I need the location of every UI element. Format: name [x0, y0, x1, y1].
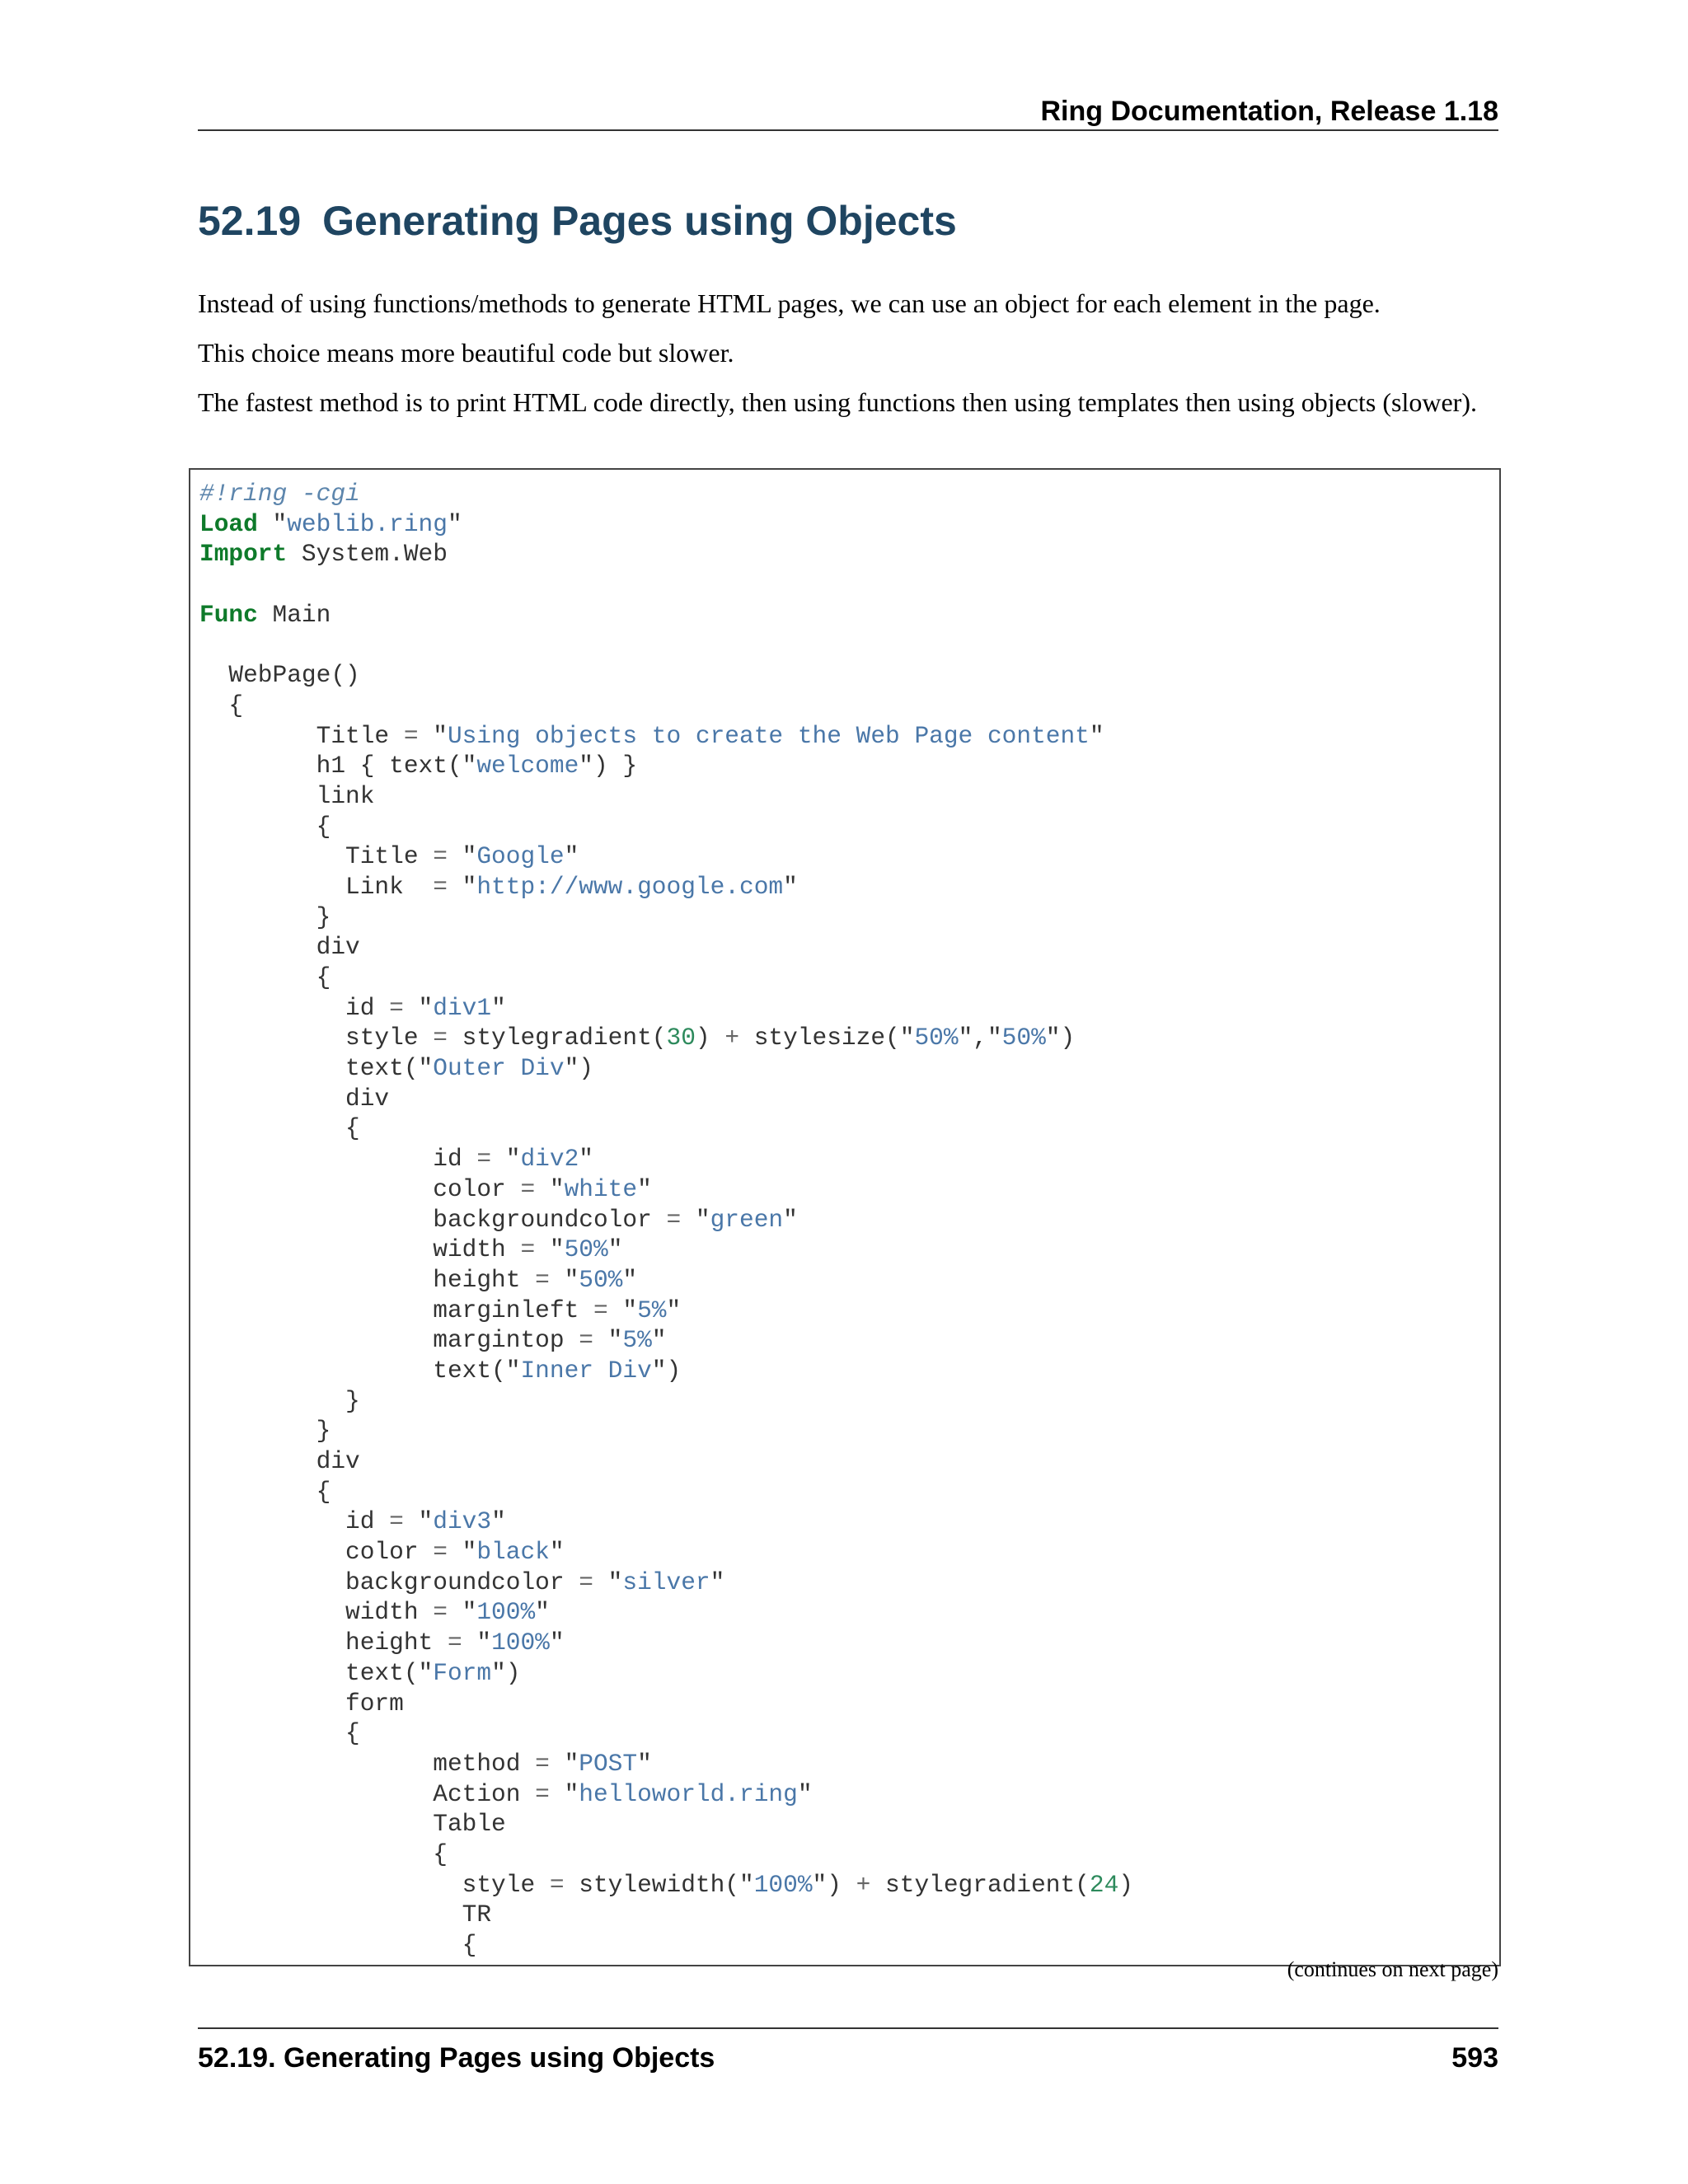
code-line: Action = "helloworld.ring" [199, 1779, 813, 1808]
paragraph-1: Instead of using functions/methods to generate HTML pages, we can use an object for each element in the page. [198, 288, 1381, 318]
code-line: div [199, 1084, 390, 1113]
code-line: div [199, 1447, 360, 1475]
code-line: { [199, 1114, 360, 1143]
code-line: id = "div1" [199, 993, 506, 1022]
footer-section: 52.19. Generating Pages using Objects [198, 2042, 715, 2074]
code-line: text("Form") [199, 1658, 521, 1687]
code-line: method = "POST" [199, 1749, 652, 1778]
code-line: id = "div2" [199, 1145, 593, 1174]
code-line: color = "black" [199, 1538, 565, 1567]
code-line: } [199, 1386, 360, 1415]
code-line: { [199, 691, 244, 719]
code-line: } [199, 902, 331, 931]
code-line: link [199, 781, 375, 810]
code-line: } [199, 1417, 331, 1446]
code-line: { [199, 963, 331, 991]
header-rule [198, 129, 1498, 131]
code-line: text("Outer Div") [199, 1054, 593, 1083]
code-line: Title = "Google" [199, 842, 579, 871]
code-line: backgroundcolor = "silver" [199, 1568, 725, 1596]
code-line: { [199, 1931, 477, 1959]
section-heading [198, 188, 957, 254]
paragraph-2: This choice means more beautiful code but slower. [198, 338, 734, 368]
code-line: Func Main [199, 600, 331, 629]
code-line: Load "weblib.ring" [199, 509, 462, 538]
code-line: id = "div3" [199, 1507, 506, 1536]
code-line [199, 630, 1499, 660]
code-line: Import System.Web [199, 540, 448, 569]
code-line: height = "100%" [199, 1629, 565, 1657]
continues-note: (continues on next page) [1287, 1957, 1498, 1981]
code-line: style = stylegradient(30) + stylesize("50%","50%") [199, 1024, 1076, 1052]
code-line: margintop = "5%" [199, 1326, 667, 1355]
code-line: text("Inner Div") [199, 1356, 682, 1385]
code-line: div [199, 933, 360, 962]
code-line: height = "50%" [199, 1265, 638, 1294]
code-line [199, 569, 1499, 600]
code-line: width = "50%" [199, 1235, 623, 1264]
section-title: Generating Pages using Objects [322, 198, 957, 244]
footer-rule [198, 2027, 1498, 2029]
running-header: Ring Documentation, Release 1.18 [1040, 96, 1498, 127]
section-number: 52.19 [198, 198, 302, 244]
page-number: 593 [1451, 2042, 1498, 2074]
code-block [189, 468, 1501, 1966]
code-listing [190, 470, 1499, 1961]
code-line: #!ring -cgi [199, 480, 360, 508]
code-line: { [199, 1719, 360, 1748]
code-line: { [199, 1840, 448, 1868]
code-line: style = stylewidth("100%") + stylegradient(24) [199, 1870, 1133, 1899]
code-line: Link = "http://www.google.com" [199, 872, 798, 901]
code-line: TR [199, 1900, 492, 1929]
code-line: WebPage() [199, 661, 360, 690]
code-line: backgroundcolor = "green" [199, 1205, 798, 1234]
code-line: marginleft = "5%" [199, 1296, 682, 1324]
code-line: { [199, 1477, 331, 1506]
paragraph-3: The fastest method is to print HTML code directly, then using functions then using templates then using objects (slower). [198, 387, 1477, 417]
code-line: Title = "Using objects to create the Web Page content" [199, 721, 1104, 750]
code-line: width = "100%" [199, 1598, 550, 1627]
code-line: h1 { text("welcome") } [199, 752, 638, 780]
code-line: form [199, 1689, 404, 1718]
code-line: Table [199, 1810, 506, 1839]
code-line: color = "white" [199, 1174, 652, 1203]
code-line: { [199, 812, 331, 841]
